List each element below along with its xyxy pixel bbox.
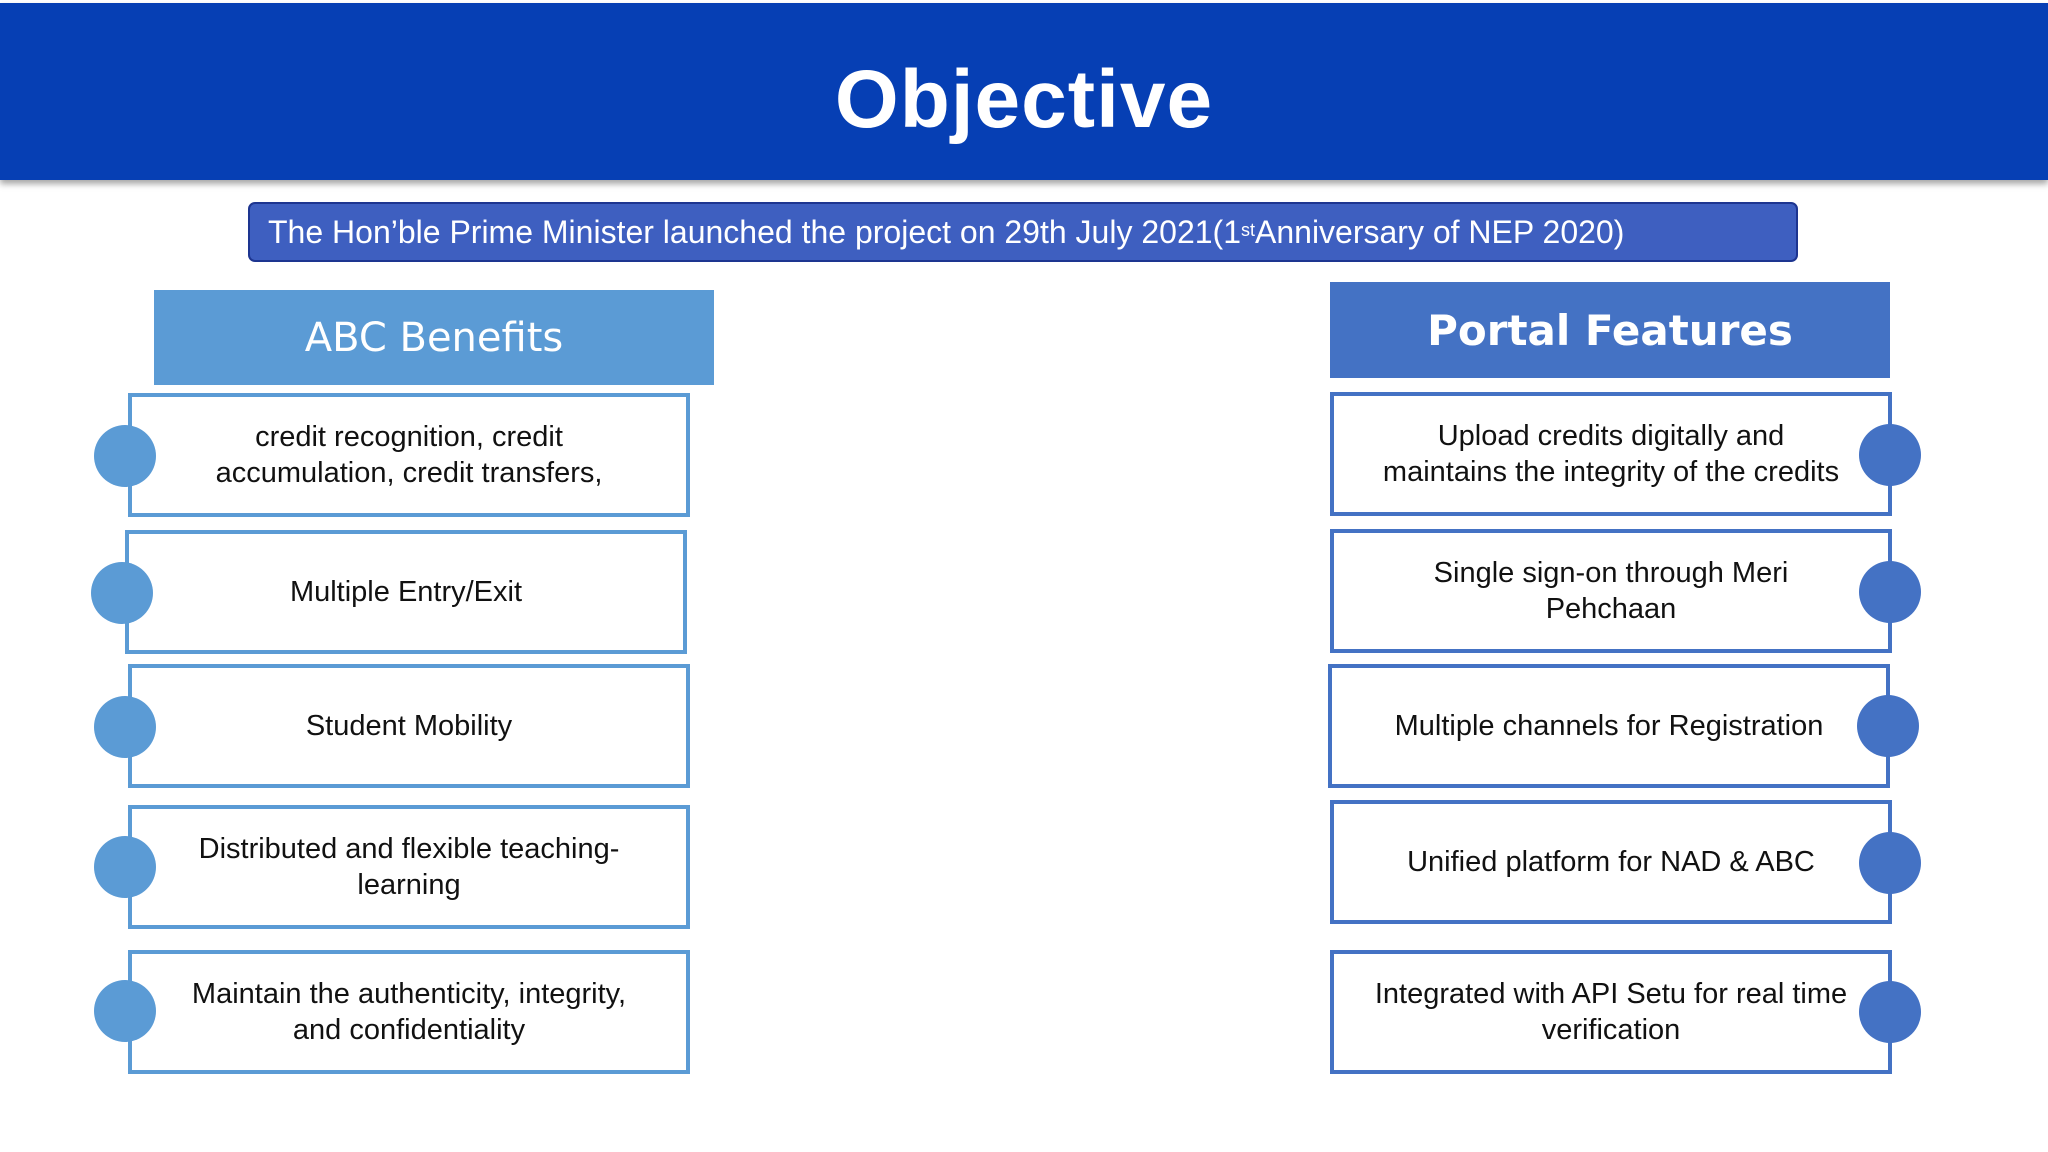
benefit-text: credit recognition, credit accumulation, credit transfers, <box>215 421 603 489</box>
bullet-circle <box>94 696 156 758</box>
benefit-text: Multiple Entry/Exit <box>289 576 523 608</box>
benefit-item <box>128 393 690 517</box>
bullet-circle <box>1857 695 1919 757</box>
portal-features-header <box>1330 282 1890 378</box>
bullet-circle <box>94 836 156 898</box>
feature-item <box>1330 392 1892 516</box>
feature-item <box>1328 664 1890 788</box>
bullet-circle <box>94 425 156 487</box>
abc-benefits-title: ABC Benefits <box>304 314 564 361</box>
launch-text-end: Anniversary of NEP 2020) <box>1255 213 1625 250</box>
page-title: Objective <box>834 53 1214 145</box>
portal-features-title: Portal Features <box>1427 305 1793 355</box>
feature-text: Upload credits digitally and maintains the integrity of the credits <box>1382 420 1840 488</box>
feature-text: Multiple channels for Registration <box>1394 710 1824 742</box>
benefit-item <box>125 530 687 654</box>
benefit-text: Student Mobility <box>305 710 513 742</box>
feature-item <box>1330 950 1892 1074</box>
benefit-item <box>128 664 690 788</box>
feature-text: Integrated with API Setu for real time verification <box>1374 978 1848 1046</box>
feature-text: Unified platform for NAD & ABC <box>1407 846 1815 878</box>
bullet-circle <box>91 562 153 624</box>
feature-item <box>1330 529 1892 653</box>
bullet-circle <box>1859 981 1921 1043</box>
benefit-item <box>128 950 690 1074</box>
bullet-circle <box>1859 832 1921 894</box>
bullet-circle <box>1859 424 1921 486</box>
benefit-item <box>128 805 690 929</box>
abc-benefits-header <box>154 290 714 385</box>
benefit-text: Maintain the authenticity, integrity, and confidentiality <box>191 978 627 1046</box>
bullet-circle <box>94 980 156 1042</box>
title-bar <box>0 3 2048 180</box>
feature-text: Single sign-on through Meri Pehchaan <box>1433 557 1789 625</box>
launch-banner: The Hon’ble Prime Minister launched the project on 29th July 2021(1 $^{st}$ Anniversary of NEP 2020) <box>248 202 1798 262</box>
feature-item <box>1330 800 1892 924</box>
launch-text: The Hon’ble Prime Minister launched the project on 29th July 2021(1 <box>268 213 1241 250</box>
benefit-text: Distributed and flexible teaching-learning <box>198 833 620 901</box>
bullet-circle <box>1859 561 1921 623</box>
